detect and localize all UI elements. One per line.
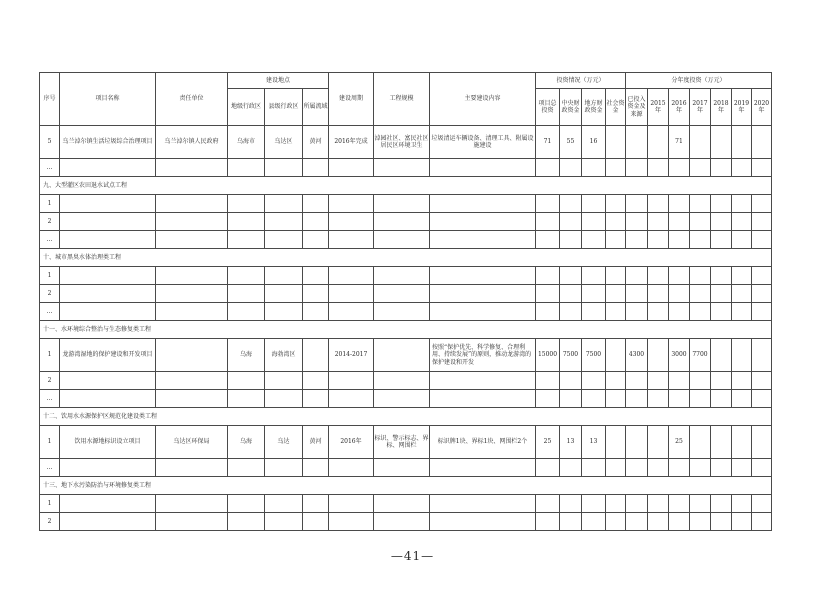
table-row (40, 390, 772, 408)
cell-seq: … (40, 390, 60, 408)
cell-seq: 2 (40, 513, 60, 531)
cell-seq: 2 (40, 285, 60, 303)
cell-central: 55 (560, 126, 582, 159)
cell-scale: 标识、警示标志、界标、网围栏 (374, 426, 430, 459)
section-heading: 十一、水环境综合整治与生态修复类工程 (40, 321, 772, 339)
cell-seq: 1 (40, 495, 60, 513)
col-investment: 投资情况（万元） (536, 73, 626, 89)
cell-seq: 1 (40, 267, 60, 285)
table-row (40, 267, 772, 285)
table-row (40, 426, 772, 459)
cell-city: 乌海 (228, 426, 265, 459)
col-project-name: 项目名称 (60, 73, 156, 126)
cell-city: 乌海 (228, 339, 265, 372)
cell-central: 7500 (560, 339, 582, 372)
cell-local: 13 (582, 426, 606, 459)
cell-period: 2016年完成 (329, 126, 374, 159)
section-heading: 十、城市黑臭水体治理类工程 (40, 249, 772, 267)
section-heading: 十三、地下水污染防治与环境修复类工程 (40, 477, 772, 495)
col-invest-social: 社会资金 (606, 89, 626, 126)
col-responsible-unit: 责任单位 (156, 73, 228, 126)
col-seq: 序号 (40, 73, 60, 126)
col-invest-local: 地方财政资金 (582, 89, 606, 126)
col-year-2020: 2020年 (752, 89, 772, 126)
table-row (40, 513, 772, 531)
cell-county: 乌达 (265, 426, 303, 459)
table-row (40, 495, 772, 513)
table-row (40, 372, 772, 390)
cell-seq: … (40, 459, 60, 477)
cell-period: 2014-2017 (329, 339, 374, 372)
cell-seq: 5 (40, 126, 60, 159)
cell-seq: 1 (40, 339, 60, 372)
cell-prior: 4300 (626, 339, 648, 372)
investment-table (39, 72, 772, 531)
cell-county: 海勃湾区 (265, 339, 303, 372)
col-year-2015: 2015年 (648, 89, 669, 126)
cell-2016: 25 (669, 426, 690, 459)
col-location: 建设地点 (228, 73, 329, 89)
section-heading: 九、大型灌区农田退水试点工程 (40, 177, 772, 195)
cell-project-name: 乌兰淖尔镇生活垃圾综合治理项目 (60, 126, 156, 159)
col-location-city: 地级行政区 (228, 89, 265, 126)
cell-county: 乌达区 (265, 126, 303, 159)
page-number: —41— (390, 549, 435, 563)
col-content: 主要建设内容 (430, 73, 536, 126)
col-annual: 分年度投资（万元） (626, 73, 772, 89)
cell-local: 7500 (582, 339, 606, 372)
col-period: 建设周期 (329, 73, 374, 126)
table-row (40, 159, 772, 177)
table-row (40, 213, 772, 231)
cell-seq: 1 (40, 195, 60, 213)
cell-project-name: 龙游湾湿地的保护建设和开发项目 (60, 339, 156, 372)
col-scale: 工程规模 (374, 73, 430, 126)
col-invest-total: 项目总投资 (536, 89, 560, 126)
cell-seq: … (40, 159, 60, 177)
cell-basin: 黄河 (303, 426, 329, 459)
col-year-2016: 2016年 (669, 89, 690, 126)
cell-seq: … (40, 303, 60, 321)
cell-local: 16 (582, 126, 606, 159)
table-row (40, 459, 772, 477)
cell-seq: 1 (40, 426, 60, 459)
table-row (40, 339, 772, 372)
cell-content: 垃圾清运车辆设备、清理工具、附属设施建设 (430, 126, 536, 159)
cell-content: 标识牌1块、界标1块、网围栏2个 (430, 426, 536, 459)
col-location-county: 县级行政区 (265, 89, 303, 126)
col-year-2019: 2019年 (732, 89, 752, 126)
col-invest-central: 中央财政资金 (560, 89, 582, 126)
table-row (40, 126, 772, 159)
cell-total: 15000 (536, 339, 560, 372)
table-row (40, 231, 772, 249)
col-year-2018: 2018年 (711, 89, 732, 126)
cell-scale: 淖园社区、富民社区居民区环境卫生 (374, 126, 430, 159)
col-annual-prior: 已投入资金及来源 (626, 89, 648, 126)
cell-2016: 71 (669, 126, 690, 159)
table-row (40, 303, 772, 321)
table-row (40, 285, 772, 303)
cell-project-name: 饮用水源地标识设立项目 (60, 426, 156, 459)
cell-basin: 黄河 (303, 126, 329, 159)
cell-city: 乌海市 (228, 126, 265, 159)
cell-period: 2016年 (329, 426, 374, 459)
cell-total: 71 (536, 126, 560, 159)
col-location-basin: 所属流域 (303, 89, 329, 126)
cell-central: 13 (560, 426, 582, 459)
cell-total: 25 (536, 426, 560, 459)
cell-2016: 3000 (669, 339, 690, 372)
table-row (40, 195, 772, 213)
section-heading: 十二、饮用水水源保护区规范化建设类工程 (40, 408, 772, 426)
cell-unit: 乌兰淖尔镇人民政府 (156, 126, 228, 159)
cell-seq: … (40, 231, 60, 249)
cell-seq: 2 (40, 372, 60, 390)
cell-seq: 2 (40, 213, 60, 231)
cell-unit: 乌达区环保局 (156, 426, 228, 459)
cell-2017: 7700 (690, 339, 711, 372)
cell-content: 按照“保护优先、科学修复、合理利用、持续发展”的原则，推动龙游湾的保护建设和开发 (430, 339, 536, 372)
col-year-2017: 2017年 (690, 89, 711, 126)
